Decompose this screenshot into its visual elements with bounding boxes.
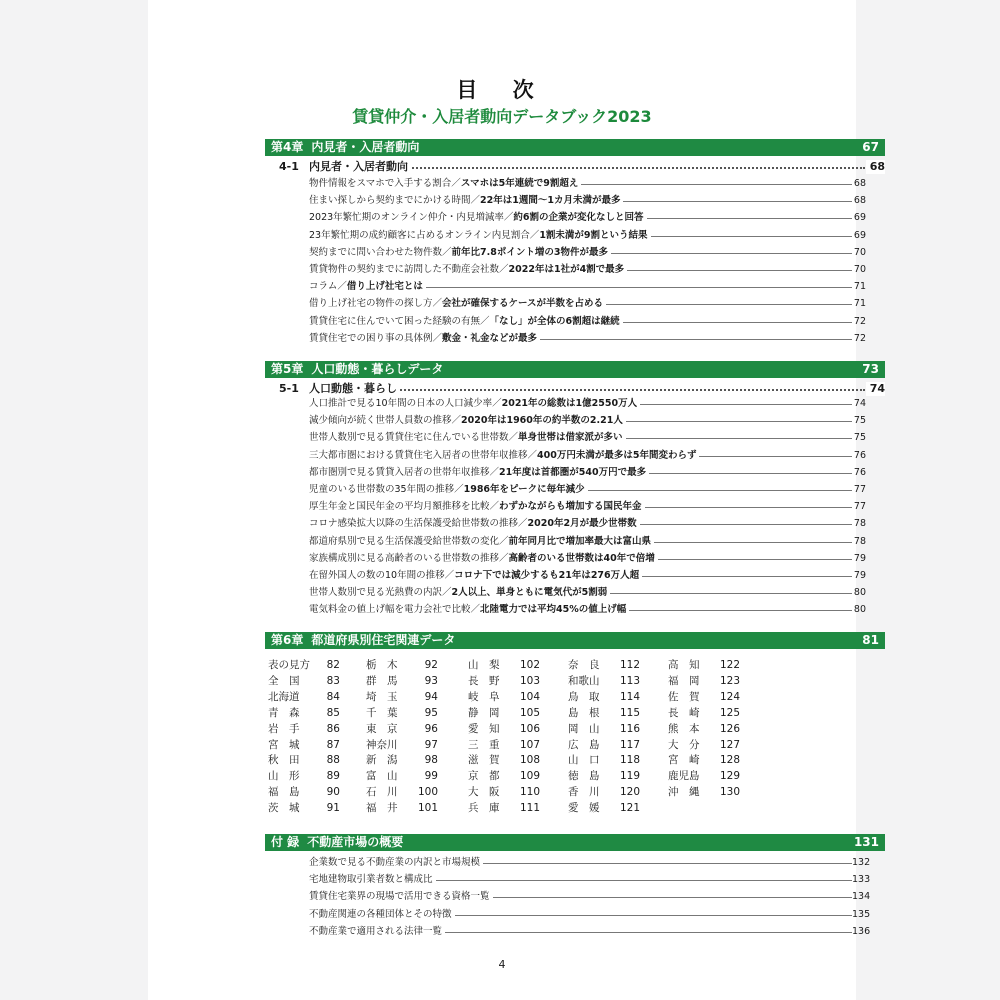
prefecture-page: 129 [719, 770, 740, 783]
entry-text [309, 500, 645, 514]
entry-text [309, 535, 654, 549]
toc-entry[interactable] [309, 535, 866, 549]
prefecture-page: 108 [519, 754, 540, 767]
toc-entry[interactable] [309, 297, 866, 311]
entry-headline: 「なし」が全体の6割超は継続 [489, 315, 620, 327]
appendix-label: 付 録 [271, 835, 300, 849]
toc-entry[interactable] [309, 177, 866, 191]
prefecture-name: 大 阪 [468, 786, 500, 799]
entry-headline: 北陸電力では平均45%の値上げ幅 [480, 604, 627, 616]
appendix-page: 131 [853, 835, 879, 849]
toc-entry[interactable] [309, 569, 866, 583]
entry-text [309, 873, 436, 887]
prefecture-page: 121 [619, 802, 640, 815]
entry-topic: 在留外国人の数の10年間の推移／ [309, 570, 455, 581]
prefecture-page: 109 [519, 770, 540, 783]
entry-headline: 1986年をピークに毎年減少 [463, 484, 585, 495]
entry-headline: 約6割の企業が変化なしと回答 [513, 212, 644, 224]
prefecture-page: 83 [326, 674, 340, 687]
entry-page: 75 [853, 415, 866, 427]
prefecture-page: 98 [424, 754, 438, 767]
toc-entry[interactable] [309, 908, 871, 922]
toc-entry[interactable] [309, 194, 866, 208]
entry-topic: 都道府県別で見る生活保護受給世帯数の変化／ [309, 535, 509, 547]
entry-page: 79 [853, 570, 866, 581]
entry-topic: コロナ感染拡大以降の生活保護受給世帯数の推移／ [309, 518, 528, 530]
section-title: 人口動態・暮らし [309, 382, 400, 396]
book-subtitle: 賃貸仲介・入居者動向データブック2023 [352, 107, 652, 126]
entry-text [309, 280, 426, 294]
prefecture-page: 120 [619, 786, 640, 799]
entry-topic: 契約までに問い合わせた物件数／ [309, 246, 452, 258]
toc-entry[interactable] [309, 449, 866, 463]
prefecture-name: 岡 山 [568, 722, 600, 735]
prefecture-page: 115 [619, 706, 640, 719]
prefecture-name: 山 口 [568, 754, 600, 767]
prefecture-page: 103 [519, 674, 540, 687]
prefecture-name: 広 島 [568, 738, 600, 751]
prefecture-page: 111 [519, 802, 540, 815]
entry-text [309, 315, 623, 329]
entry-topic: 住まい探しから契約までにかける時間／ [309, 195, 481, 207]
prefecture-name: 山 形 [268, 770, 300, 783]
entry-headline: 2022年は1社が4割で最多 [508, 264, 625, 275]
entry-text [309, 908, 455, 922]
prefecture-page: 117 [619, 738, 640, 751]
entry-headline: 借り上げ社宅とは [346, 281, 423, 293]
toc-entry[interactable] [309, 603, 866, 617]
entry-page: 76 [853, 449, 866, 461]
entry-topic: コラム／ [309, 281, 347, 293]
entry-topic: 厚生年金と国民年金の平均月額推移を比較／ [309, 501, 500, 513]
entry-page: 68 [853, 195, 866, 207]
prefecture-name: 愛 媛 [568, 802, 600, 815]
prefecture-name: 全 国 [268, 674, 300, 687]
entry-topic: 賃貸住宅業界の現場で活用できる資格一覧 [309, 891, 490, 903]
chapter-label: 第4章 [271, 140, 304, 154]
entry-headline: 2020年2月が最少世帯数 [527, 518, 637, 530]
entry-topic: 物件情報をスマホで入手する割合／ [309, 178, 461, 189]
chapter-page: 67 [862, 140, 879, 154]
entry-page: 70 [853, 246, 866, 258]
prefecture-page: 99 [424, 770, 438, 783]
prefecture-name: 石 川 [366, 786, 398, 799]
entry-page: 71 [853, 298, 866, 310]
prefecture-name: 宮 崎 [668, 754, 700, 767]
entry-text [309, 297, 606, 311]
chapter-4-header[interactable] [265, 139, 885, 156]
toc-entry[interactable] [309, 856, 871, 870]
entry-headline: 会社が確保するケースが半数を占める [442, 298, 604, 310]
prefecture-page: 82 [326, 659, 340, 671]
prefecture-name: 京 都 [468, 770, 500, 783]
prefecture-page: 119 [619, 770, 640, 783]
prefecture-page: 105 [519, 706, 540, 719]
prefecture-name: 長 崎 [668, 706, 700, 719]
prefecture-name: 福 島 [268, 786, 300, 799]
chapter-title: 内見者・入居者動向 [311, 140, 420, 154]
prefecture-name: 静 岡 [468, 706, 500, 719]
entry-page: 76 [853, 466, 866, 478]
toc-entry[interactable] [309, 229, 866, 243]
entry-page: 136 [852, 925, 871, 937]
chapter-label: 第6章 [271, 633, 304, 647]
entry-headline: 400万円未満が最多は5年間変わらず [537, 449, 697, 461]
entry-text [309, 483, 588, 497]
appendix-header[interactable] [265, 834, 885, 851]
toc-entry[interactable] [309, 552, 866, 566]
entry-topic: 不動産関連の各種団体とその特徴 [309, 908, 452, 920]
prefecture-page: 106 [519, 722, 540, 735]
entry-page: 69 [853, 212, 866, 224]
prefecture-page: 94 [424, 690, 438, 703]
entry-text [309, 194, 623, 208]
toc-entry[interactable] [309, 500, 866, 514]
prefecture-name: 高 知 [668, 659, 700, 671]
section-page: 74 [866, 382, 885, 396]
prefecture-page: 116 [619, 722, 640, 735]
prefecture-name: 熊 本 [668, 722, 700, 735]
prefecture-name: 富 山 [366, 770, 398, 783]
entry-text [309, 332, 540, 346]
entry-text [309, 466, 649, 480]
prefecture-name: 三 重 [468, 738, 500, 751]
prefecture-page: 126 [719, 722, 740, 735]
entry-page: 134 [852, 891, 871, 903]
prefecture-page: 100 [417, 786, 438, 799]
chapter-6-header[interactable] [265, 632, 885, 649]
prefecture-name: 長 野 [468, 674, 500, 687]
entry-topic: 賃貸住宅に住んでいて困った経験の有無／ [309, 315, 490, 327]
chapter-page: 73 [862, 362, 879, 376]
entry-topic: 企業数で見る不動産業の内訳と市場規模 [309, 857, 481, 868]
entry-text [309, 552, 658, 566]
prefecture-name: 栃 木 [366, 659, 398, 671]
prefecture-name: 茨 城 [268, 802, 300, 815]
prefecture-name: 山 梨 [468, 659, 500, 671]
entry-page: 69 [853, 229, 866, 241]
prefecture-page: 107 [519, 738, 540, 751]
toc-entry[interactable] [309, 466, 866, 480]
entry-text [309, 517, 640, 531]
entry-text [309, 856, 483, 870]
entry-headline: 21年度は首都圏が540万円で最多 [499, 466, 647, 478]
prefecture-page: 84 [326, 690, 340, 703]
entry-text [309, 431, 626, 445]
prefecture-page: 122 [719, 659, 740, 671]
prefecture-page: 123 [719, 674, 740, 687]
prefecture-name: 表の見方 [268, 659, 310, 671]
toc-entry[interactable] [309, 483, 866, 497]
prefecture-name: 福 岡 [668, 674, 700, 687]
prefecture-page: 96 [424, 722, 438, 735]
toc-entry[interactable] [309, 873, 871, 887]
entry-topic: 人口推計で見る10年間の日本の人口減少率／ [309, 398, 502, 409]
entry-headline: 22年は1週間〜1カ月未満が最多 [480, 195, 621, 207]
prefecture-page: 101 [417, 802, 438, 815]
prefecture-page: 104 [519, 690, 540, 703]
prefecture-page: 127 [719, 738, 740, 751]
prefecture-page: 130 [719, 786, 740, 799]
entry-text [309, 229, 651, 243]
prefecture-page: 88 [326, 754, 340, 767]
chapter-5-header[interactable] [265, 361, 885, 378]
entry-page: 70 [853, 264, 866, 275]
entry-page: 135 [852, 908, 871, 920]
entry-text [309, 569, 642, 583]
prefecture-page: 97 [424, 738, 438, 751]
toc-entry[interactable] [309, 586, 866, 600]
entry-headline: 前年同月比で増加率最大は富山県 [508, 535, 652, 547]
prefecture-name: 鳥 取 [568, 690, 600, 703]
section-page: 68 [866, 160, 885, 174]
prefecture-name: 千 葉 [366, 706, 398, 719]
prefecture-name: 秋 田 [268, 754, 300, 767]
section-4-1[interactable] [265, 160, 885, 174]
entry-topic: 宅地建物取引業者数と構成比 [309, 874, 433, 886]
prefecture-name: 福 井 [366, 802, 398, 815]
entry-page: 80 [853, 604, 866, 616]
entry-page: 72 [853, 332, 866, 344]
entry-page: 68 [853, 178, 866, 189]
entry-page: 72 [853, 315, 866, 327]
entry-headline: 2人以上、単身ともに電気代が5割弱 [451, 587, 608, 599]
entry-text [309, 449, 699, 463]
prefecture-name: 兵 庫 [468, 802, 500, 815]
prefecture-page: 87 [326, 738, 340, 751]
entry-topic: 世帯人数別で見る光熱費の内訳／ [309, 587, 452, 599]
prefecture-name: 埼 玉 [366, 690, 398, 703]
entry-headline: 1割未満が9割という結果 [539, 229, 648, 241]
prefecture-page: 86 [326, 722, 340, 735]
entry-headline: 敷金・礼金などが最多 [442, 332, 538, 344]
page-number: 4 [498, 958, 506, 971]
entry-topic: 借り上げ社宅の物件の探し方／ [309, 298, 443, 310]
prefecture-name: 青 森 [268, 706, 300, 719]
entry-page: 74 [853, 398, 866, 409]
toc-entry[interactable] [309, 211, 866, 225]
prefecture-page: 90 [326, 786, 340, 799]
prefecture-name: 岩 手 [268, 722, 300, 735]
entry-text [309, 586, 610, 600]
prefecture-page: 125 [719, 706, 740, 719]
chapter-page: 81 [862, 633, 879, 647]
entry-topic: 賃貸住宅での困り事の具体例／ [309, 332, 443, 344]
toc-entry[interactable] [309, 332, 866, 346]
prefecture-name: 東 京 [366, 722, 398, 735]
prefecture-name: 奈 良 [568, 659, 600, 671]
prefecture-page: 110 [519, 786, 540, 799]
prefecture-name: 大 分 [668, 738, 700, 751]
entry-page: 79 [853, 552, 866, 564]
prefecture-name: 沖 縄 [668, 786, 700, 799]
entry-headline: コロナ下では減少するも21年は276万人超 [454, 570, 640, 581]
entry-page: 132 [852, 857, 871, 868]
prefecture-page: 102 [519, 659, 540, 671]
prefecture-name: 愛 知 [468, 722, 500, 735]
prefecture-page: 93 [424, 674, 438, 687]
entry-topic: 都市圏別で見る賃貸入居者の世帯年収推移／ [309, 466, 500, 478]
prefecture-name: 宮 城 [268, 738, 300, 751]
prefecture-name: 島 根 [568, 706, 600, 719]
entry-headline: 単身世帯は借家派が多い [518, 432, 623, 444]
entry-topic: 三大都市圏における賃貸住宅入居者の世帯年収推移／ [309, 449, 538, 461]
section-number: 4-1 [279, 160, 299, 173]
toc-entry[interactable] [309, 890, 871, 904]
prefecture-page: 92 [424, 659, 438, 671]
prefecture-name: 北海道 [268, 690, 300, 703]
toc-entry[interactable] [309, 925, 871, 939]
entry-topic: 家族構成別に見る高齢者のいる世帯数の推移／ [309, 552, 509, 564]
section-number: 5-1 [279, 382, 299, 395]
prefecture-page: 95 [424, 706, 438, 719]
prefecture-name: 徳 島 [568, 770, 600, 783]
prefecture-name: 滋 賀 [468, 754, 500, 767]
prefecture-name: 群 馬 [366, 674, 398, 687]
entry-headline: 2021年の総数は1億2550万人 [501, 398, 638, 409]
prefecture-page: 124 [719, 690, 740, 703]
entry-page: 78 [853, 518, 866, 530]
entry-headline: わずかながらも増加する国民年金 [499, 501, 642, 513]
prefecture-page: 128 [719, 754, 740, 767]
prefecture-name: 鹿児島 [668, 770, 700, 783]
entry-topic: 減少傾向が続く世帯人員数の推移／ [309, 415, 462, 427]
prefecture-page: 91 [326, 802, 340, 815]
section-title: 内見者・入居者動向 [309, 160, 411, 174]
toc-entry[interactable] [309, 315, 866, 329]
entry-text [309, 890, 493, 904]
prefecture-name: 岐 阜 [468, 690, 500, 703]
toc-entry[interactable] [309, 246, 866, 260]
entry-topic: 電気料金の値上げ幅を電力会社で比較／ [309, 604, 481, 616]
chapter-label: 第5章 [271, 362, 304, 376]
entry-page: 133 [852, 874, 871, 886]
entry-headline: 2020年は1960年の約半数の2.21人 [461, 415, 623, 427]
prefecture-name: 佐 賀 [668, 690, 700, 703]
prefecture-page: 85 [326, 706, 340, 719]
chapter-title: 人口動態・暮らしデータ [311, 362, 444, 376]
prefecture-page: 114 [619, 690, 640, 703]
entry-topic: 賃貸物件の契約までに訪問した不動産会社数／ [309, 264, 509, 275]
entry-text [309, 246, 611, 260]
entry-topic: 2023年繁忙期のオンライン仲介・内見増減率／ [309, 212, 514, 224]
entry-page: 71 [853, 281, 866, 293]
prefecture-name: 神奈川 [366, 738, 398, 751]
entry-headline: 高齢者のいる世帯数は40年で倍増 [508, 552, 655, 564]
chapter-title: 都道府県別住宅関連データ [311, 633, 456, 647]
toc-entry[interactable] [309, 431, 866, 445]
entry-page: 77 [853, 501, 866, 513]
entry-text [309, 925, 445, 939]
prefecture-page: 113 [619, 674, 640, 687]
entry-topic: 23年繁忙期の成約顧客に占めるオンライン内見割合／ [309, 229, 540, 241]
toc-entry[interactable] [309, 263, 866, 277]
toc-entry[interactable] [309, 517, 866, 531]
entry-text [309, 397, 640, 411]
toc-entry[interactable] [309, 414, 866, 428]
toc-entry[interactable] [309, 397, 866, 411]
page-title: 目 次 [456, 78, 548, 102]
prefecture-page: 118 [619, 754, 640, 767]
prefecture-name: 香 川 [568, 786, 600, 799]
entry-headline: 前年比7.8ポイント増の3物件が最多 [451, 246, 608, 258]
entry-topic: 世帯人数別で見る賃貸住宅に住んでいる世帯数／ [309, 432, 519, 444]
entry-text [309, 263, 627, 277]
prefecture-page: 89 [326, 770, 340, 783]
prefecture-name: 新 潟 [366, 754, 398, 767]
prefecture-page: 112 [619, 659, 640, 671]
entry-page: 75 [853, 432, 866, 444]
section-5-1[interactable] [265, 382, 885, 396]
document-page [148, 0, 885, 1000]
entry-headline: スマホは5年連続で9割超え [460, 178, 579, 189]
entry-topic: 不動産業で適用される法律一覧 [309, 925, 443, 937]
appendix-title: 不動産市場の概要 [307, 835, 404, 849]
entry-topic: 児童のいる世帯数の35年間の推移／ [309, 484, 464, 495]
entry-text [309, 414, 626, 428]
entry-text [309, 177, 581, 191]
entry-page: 77 [853, 484, 866, 495]
toc-entry[interactable] [309, 280, 866, 294]
entry-page: 80 [853, 587, 866, 599]
entry-page: 78 [853, 535, 866, 547]
entry-text [309, 211, 647, 225]
prefecture-name: 和歌山 [568, 674, 600, 687]
entry-text [309, 603, 629, 617]
